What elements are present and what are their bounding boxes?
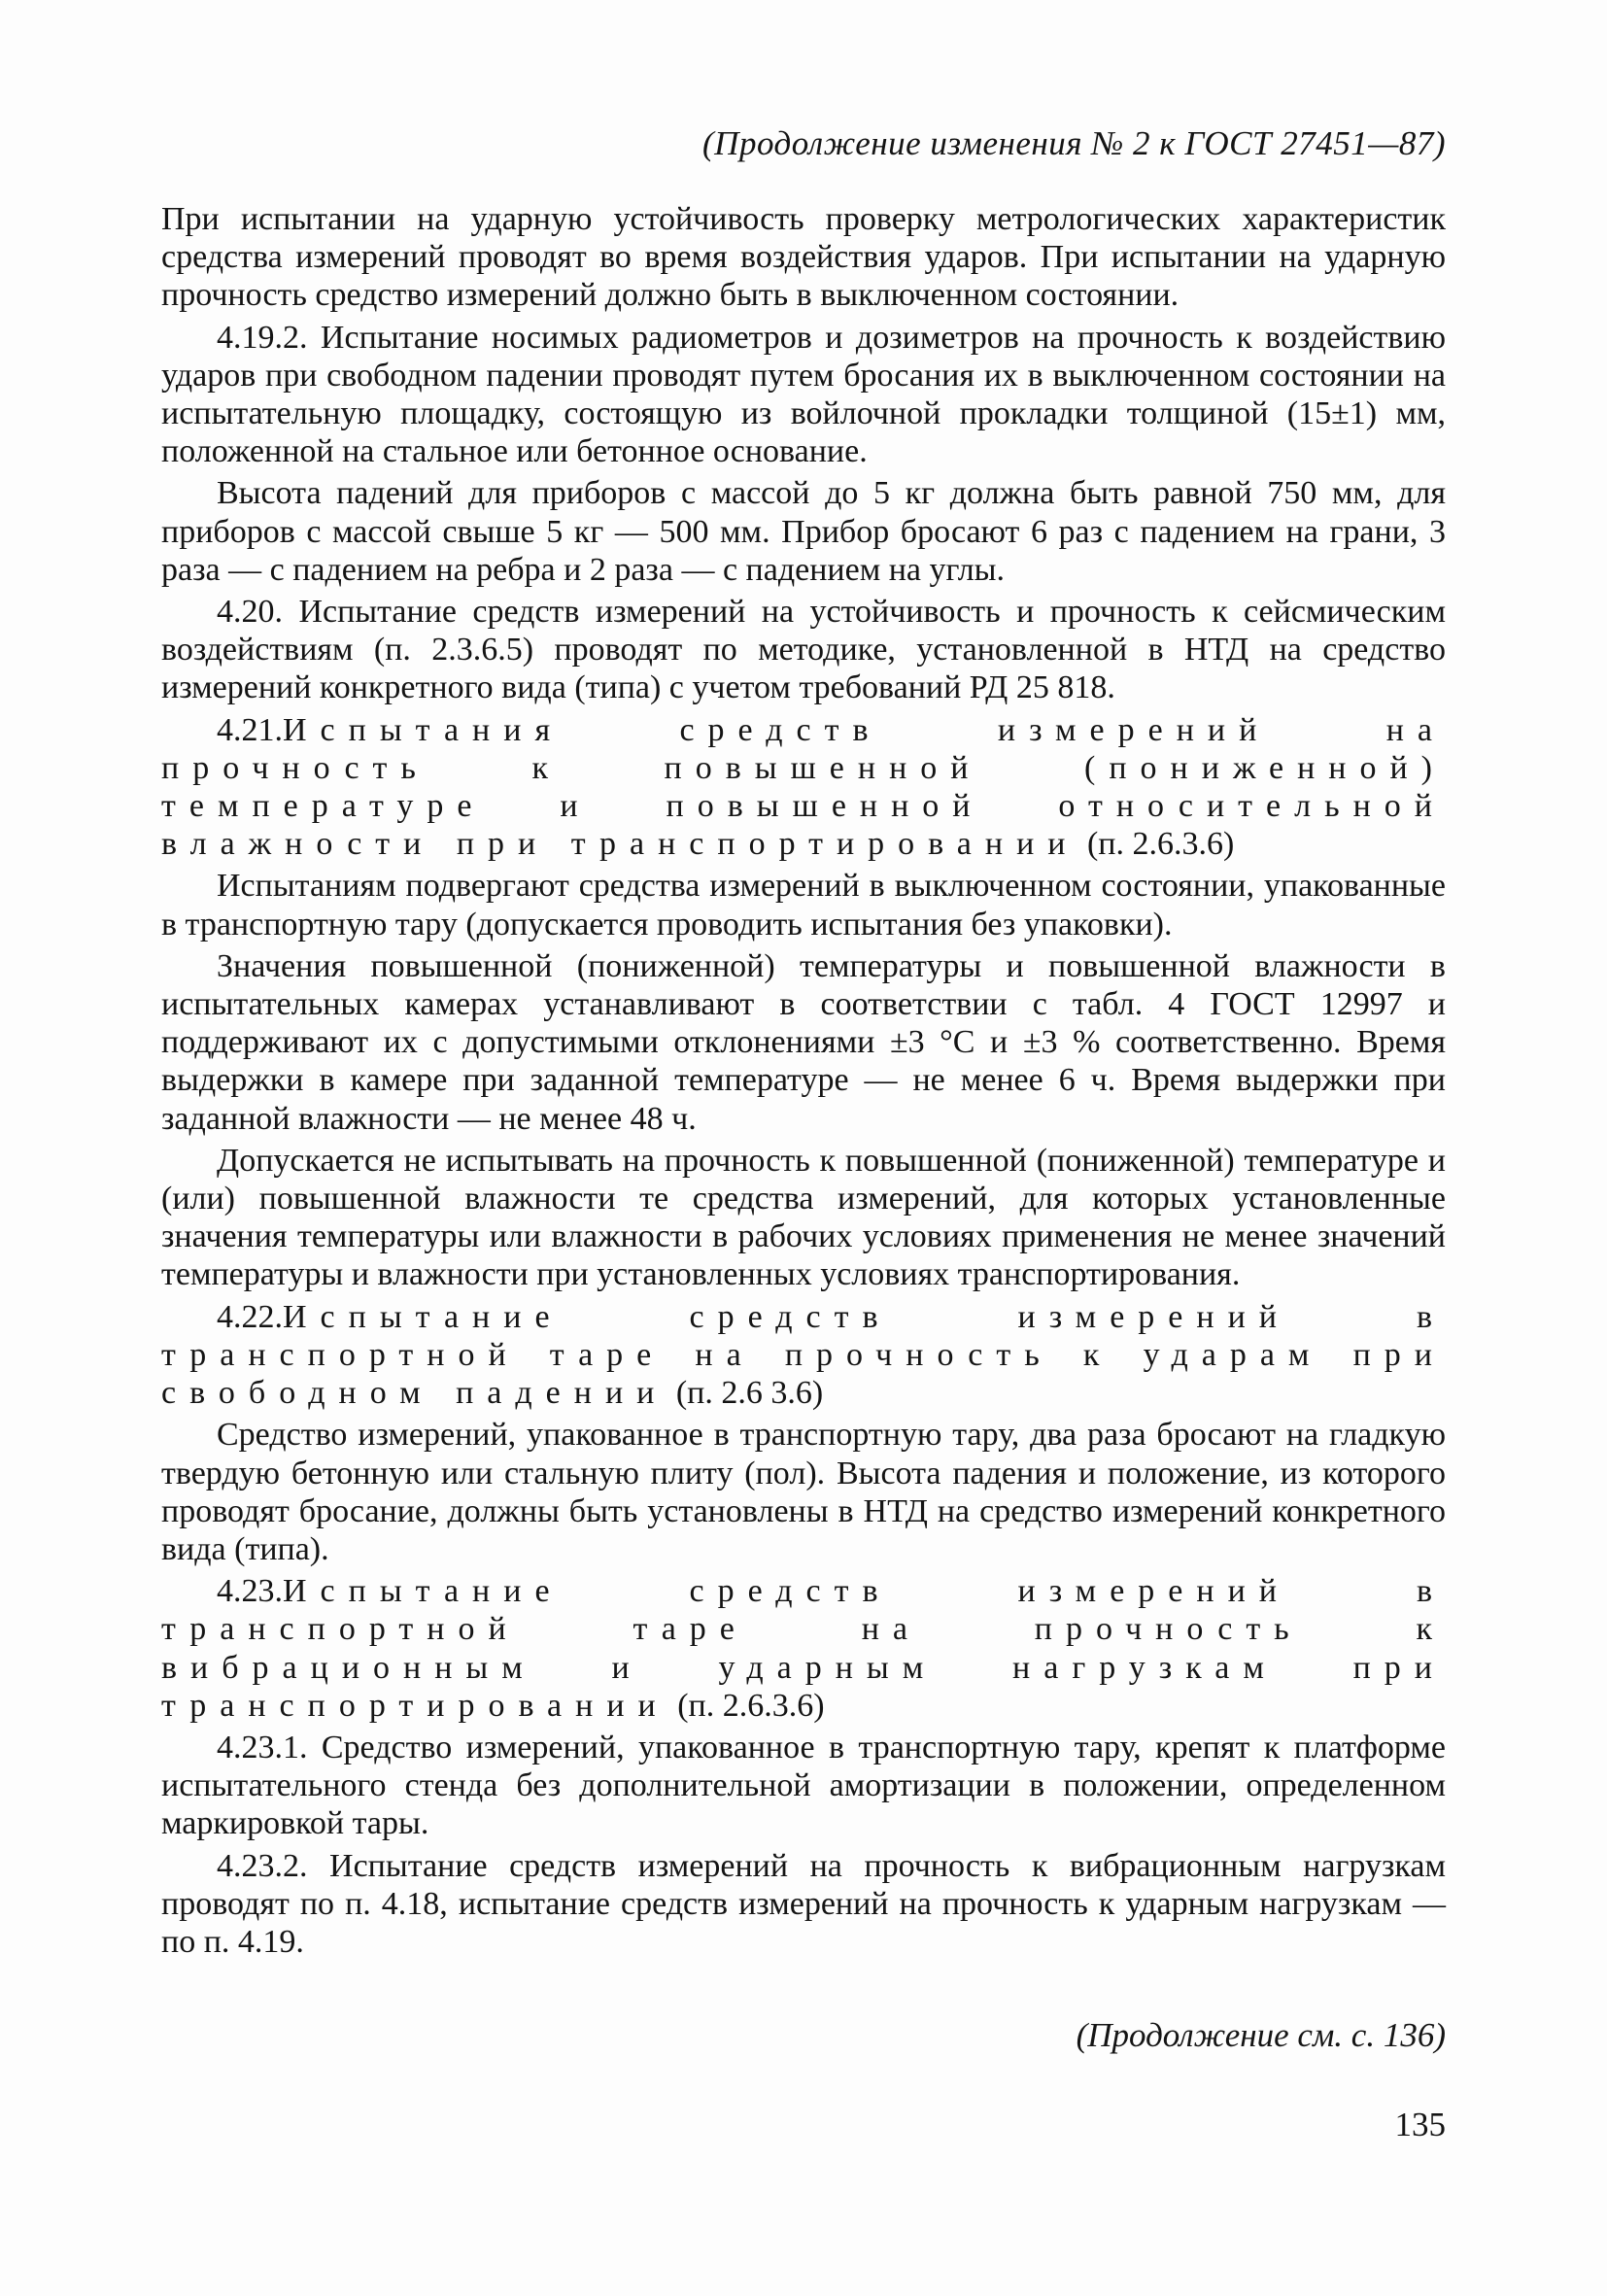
section-number: 4.22. — [217, 1298, 283, 1335]
continuation-footer: (Продолжение см. с. 136) — [1076, 2016, 1446, 2054]
section-number: 4.23. — [217, 1573, 283, 1610]
paragraph-4-19-2: 4.19.2. Испытание носимых радиометров и дозиметров на прочность к воздействию ударов при свободном падении проводят путем бросания их в выключенном состоянии на испытательную площадку, состоящую из войлочной прокладки толщиной (15±1) мм, положенной на стальное или бетонное основание. — [161, 319, 1446, 470]
section-title-spaced: Испытание средств измерений в транспортной таре на прочность к вибрационным и ударным нагрузкам при транспортировании — [161, 1573, 1446, 1724]
paragraph-drop-test: Средство измерений, упакованное в транспортную тару, два раза бросают на гладкую твердую бетонную или стальную плиту (пол). Высота падения и положение, из которого проводят бросание, должны быть установлены в НТД на средство измерений конкретного вида (типа). — [161, 1417, 1446, 1567]
section-title-spaced: Испытания средств измерений на прочность к повышенной (пониженной) температуре и повышенной относительной влажности при транспортировании — [161, 711, 1446, 863]
section-heading-4-21 — [161, 711, 1446, 864]
section-number: 4.21. — [217, 711, 283, 748]
section-heading-4-22 — [161, 1298, 1446, 1413]
paragraph-4-20: 4.20. Испытание средств измерений на устойчивость и прочность к сейсмическим воздействиям (п. 2.3.6.5) проводят по методике, установленной в НТД на средство измерений конкретного вида (типа) с учетом требований РД 25 818. — [161, 594, 1446, 706]
paragraph-exemption: Допускается не испытывать на прочность к повышенной (пониженной) температуре и (или) повышенной влажности те средства измерений, для которых установленные значения температуры или влажности в рабочих условиях применения не менее значений температуры и влажности при установленных условиях транспортирования. — [161, 1142, 1446, 1293]
section-reference: (п. 2.6.3.6) — [1078, 826, 1235, 863]
section-heading-4-23 — [161, 1572, 1446, 1725]
paragraph-off-state: Испытаниям подвергают средства измерений в выключенном состоянии, упакованные в транспортную тару (допускается проводить испытания без упаковки). — [161, 868, 1446, 942]
paragraph-drop-height: Высота падений для приборов с массой до 5 кг должна быть равной 750 мм, для приборов с массой свыше 5 кг — 500 мм. Прибор бросают 6 раз с падением на грани, 3 раза — с падением на ребра и 2 раза — с падением на углы. — [161, 475, 1446, 588]
continuation-header: (Продолжение изменения № 2 к ГОСТ 27451—87) — [702, 124, 1446, 162]
body-text — [161, 200, 1446, 1965]
paragraph-4-23-2: 4.23.2. Испытание средств измерений на прочность к вибрационным нагрузкам проводят по п. 4.18, испытание средств измерений на прочность к ударным нагрузкам — по п. 4.19. — [161, 1847, 1446, 1960]
section-title-spaced: Испытание средств измерений в транспортной таре на прочность к ударам при свободном падении — [161, 1298, 1446, 1412]
paragraph-intro: При испытании на ударную устойчивость проверку метрологических характеристик средства измерений проводят во время воздействия ударов. При испытании на ударную прочность средство измерений должно быть в выключенном состоянии. — [161, 201, 1446, 314]
paragraph-temperature-values: Значения повышенной (пониженной) температуры и повышенной влажности в испытательных камерах устанавливают в соответствии с табл. 4 ГОСТ 12997 и поддерживают их с допустимыми отклонениями ±3 °С и ±3 % соответственно. Время выдержки в камере при заданной температуре — не менее 6 ч. Время выдержки при заданной влажности — не менее 48 ч. — [161, 947, 1446, 1137]
section-reference: (п. 2.6 3.6) — [667, 1375, 824, 1412]
paragraph-4-23-1: 4.23.1. Средство измерений, упакованное в транспортную тару, крепят к платформе испытательного стенда без дополнительной амортизации в положении, определенном маркировкой тары. — [161, 1729, 1446, 1842]
section-reference: (п. 2.6.3.6) — [668, 1687, 825, 1724]
page-number: 135 — [1394, 2106, 1446, 2143]
